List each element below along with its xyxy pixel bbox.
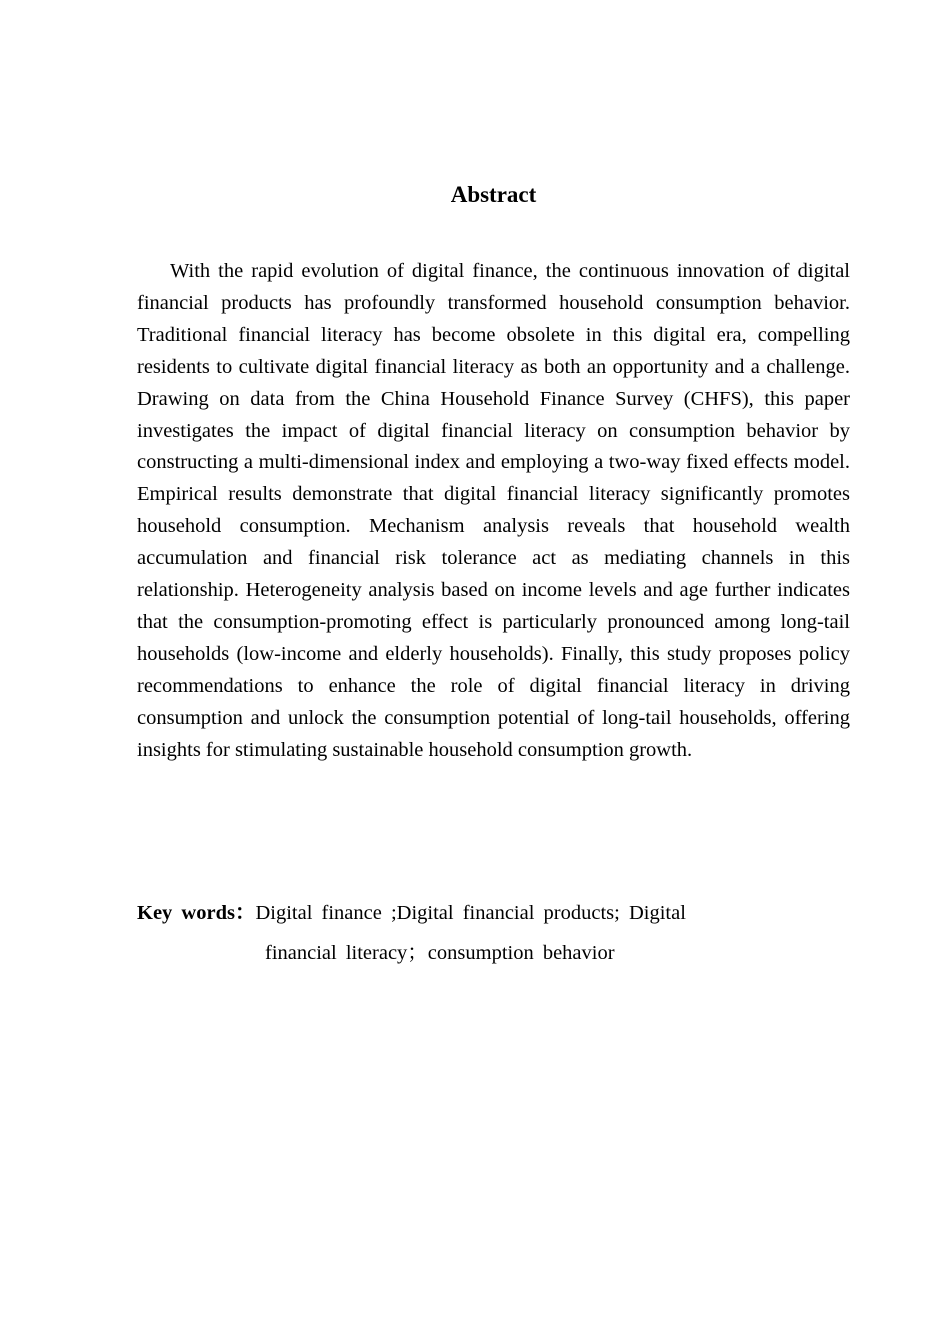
keywords-text-1: Digital finance ;Digital financial products; Digital	[255, 902, 686, 924]
keywords-section	[137, 893, 850, 973]
keywords-line-2: financial literacy；consumption behavior	[265, 942, 615, 964]
abstract-body: With the rapid evolution of digital finance, the continuous innovation of digital financial products has profoundly transformed household consumption behavior. Traditional financial literacy has become obsolete in this digital era, compelling residents to cultivate digital financial literacy as both an opportunity and a challenge. Drawing on data from the China Household Finance Survey (CHFS), this paper investigates the impact of digital financial literacy on consumption behavior by constructing a multi-dimensional index and employing a two-way fixed effects model. Empirical results demonstrate that digital financial literacy significantly promotes household consumption. Mechanism analysis reveals that household wealth accumulation and financial risk tolerance act as mediating channels in this relationship. Heterogeneity analysis based on income levels and age further indicates that the consumption-promoting effect is particularly pronounced among long-tail households (low-income and elderly households). Finally, this study proposes policy recommendations to enhance the role of digital financial literacy in driving consumption and unlock the consumption potential of long-tail households, offering insights for stimulating sustainable household consumption growth.	[137, 260, 850, 761]
abstract-heading: Abstract	[450, 182, 537, 207]
keywords-line-1	[137, 893, 850, 933]
keywords-label: Key words：	[137, 902, 256, 924]
